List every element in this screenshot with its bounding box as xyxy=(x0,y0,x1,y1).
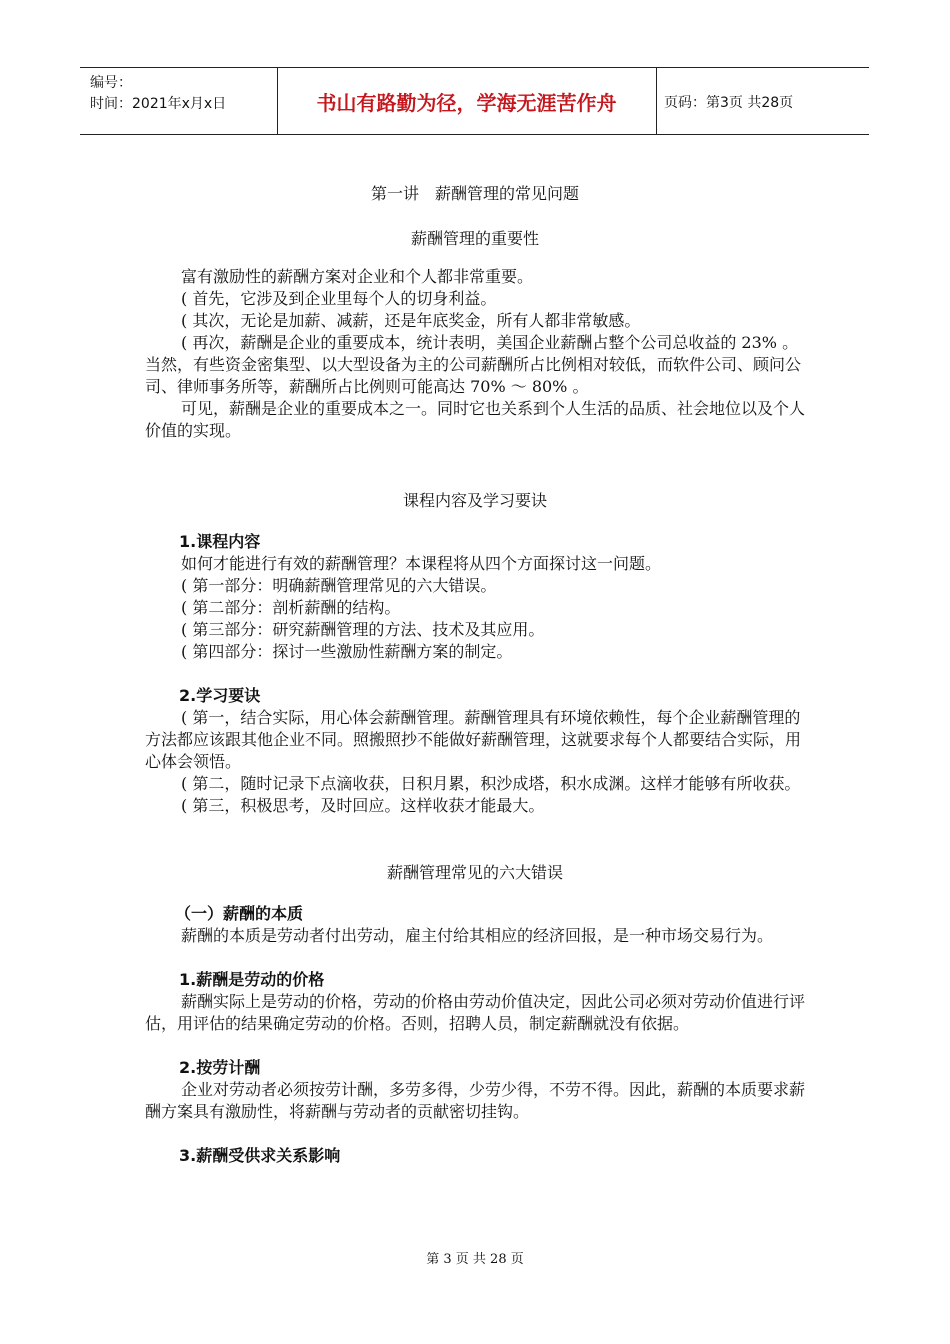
paragraph: 企业对劳动者必须按劳计酬，多劳多得，少劳少得，不劳不得。因此，薪酬的本质要求薪酬方案具有激励性，将薪酬与劳动者的贡献密切挂钩。 xyxy=(145,1080,806,1121)
subheading-supply-demand: 3.薪酬受供求关系影响 xyxy=(179,1146,341,1165)
subheading-pay-by-work: 2.按劳计酬 xyxy=(179,1058,261,1077)
header-meta xyxy=(80,68,278,134)
paragraph: ( 第三，积极思考，及时回应。这样收获才能最大。 xyxy=(181,796,545,815)
paragraph: ( 第一，结合实际，用心体会薪酬管理。薪酬管理具有环境依赖性，每个企业薪酬管理的方法都应该跟其他企业不同。照搬照抄不能做好薪酬管理，这就要求每个人都要结合实际，用心体会领悟。 xyxy=(145,708,802,771)
paragraph: ( 其次，无论是加薪、减薪，还是年底奖金，所有人都非常敏感。 xyxy=(181,311,641,330)
subheading-study-tips: 2.学习要诀 xyxy=(179,686,261,705)
paragraph: ( 第三部分：研究薪酬管理的方法、技术及其应用。 xyxy=(181,620,545,639)
subheading-course-content: 1.课程内容 xyxy=(179,532,261,551)
section-importance-body xyxy=(145,266,809,442)
paragraph: ( 第二，随时记录下点滴收获，日积月累，积沙成塔，积水成渊。这样才能够有所收获。 xyxy=(181,774,801,793)
section-heading-importance: 薪酬管理的重要性 xyxy=(410,229,539,248)
header-page-info: 页码：第3页 共28页 xyxy=(664,95,794,111)
page-footer: 第 3 页 共 28 页 xyxy=(426,1252,524,1267)
section-heading-course: 课程内容及学习要诀 xyxy=(402,491,547,510)
section-course-body xyxy=(145,531,809,817)
document-title: 第一讲 薪酬管理的常见问题 xyxy=(370,184,579,203)
paragraph: 薪酬的本质是劳动者付出劳动，雇主付给其相应的经济回报，是一种市场交易行为。 xyxy=(181,926,774,945)
header-motto: 书山有路勤为径，学海无涯苦作舟 xyxy=(277,68,657,134)
subheading-nature: （一）薪酬的本质 xyxy=(175,904,304,923)
page-header xyxy=(80,67,869,135)
paragraph: ( 第二部分：剖析薪酬的结构。 xyxy=(181,598,401,617)
paragraph: 可见，薪酬是企业的重要成本之一。同时它也关系到个人生活的品质、社会地位以及个人价值的实现。 xyxy=(145,399,806,440)
number-label: 编号： xyxy=(90,75,132,91)
section-heading-six-errors: 薪酬管理常见的六大错误 xyxy=(386,863,563,882)
paragraph: ( 再次，薪酬是企业的重要成本，统计表明，美国企业薪酬占整个公司总收益的 23% 。当然，有些资金密集型、以大型设备为主的公司薪酬所占比例相对较低，而软件公司、顾问公司、律师事务所等，薪酬所占比例则可能高达 70% ～ 80% 。 xyxy=(145,333,802,396)
paragraph: ( 第四部分：探讨一些激励性薪酬方案的制定。 xyxy=(181,642,513,661)
paragraph: 富有激励性的薪酬方案对企业和个人都非常重要。 xyxy=(181,267,534,286)
section-six-errors-body xyxy=(145,903,809,1167)
paragraph: 如何才能进行有效的薪酬管理？本课程将从四个方面探讨这一问题。 xyxy=(181,554,662,573)
paragraph: ( 第一部分：明确薪酬管理常见的六大错误。 xyxy=(181,576,497,595)
time-label: 时间：2021年x月x日 xyxy=(90,96,227,112)
paragraph: 薪酬实际上是劳动的价格，劳动的价格由劳动价值决定，因此公司必须对劳动价值进行评估，用评估的结果确定劳动的价格。否则，招聘人员，制定薪酬就没有依据。 xyxy=(145,992,806,1033)
paragraph: ( 首先，它涉及到企业里每个人的切身利益。 xyxy=(181,289,497,308)
subheading-price-of-labor: 1.薪酬是劳动的价格 xyxy=(179,970,325,989)
